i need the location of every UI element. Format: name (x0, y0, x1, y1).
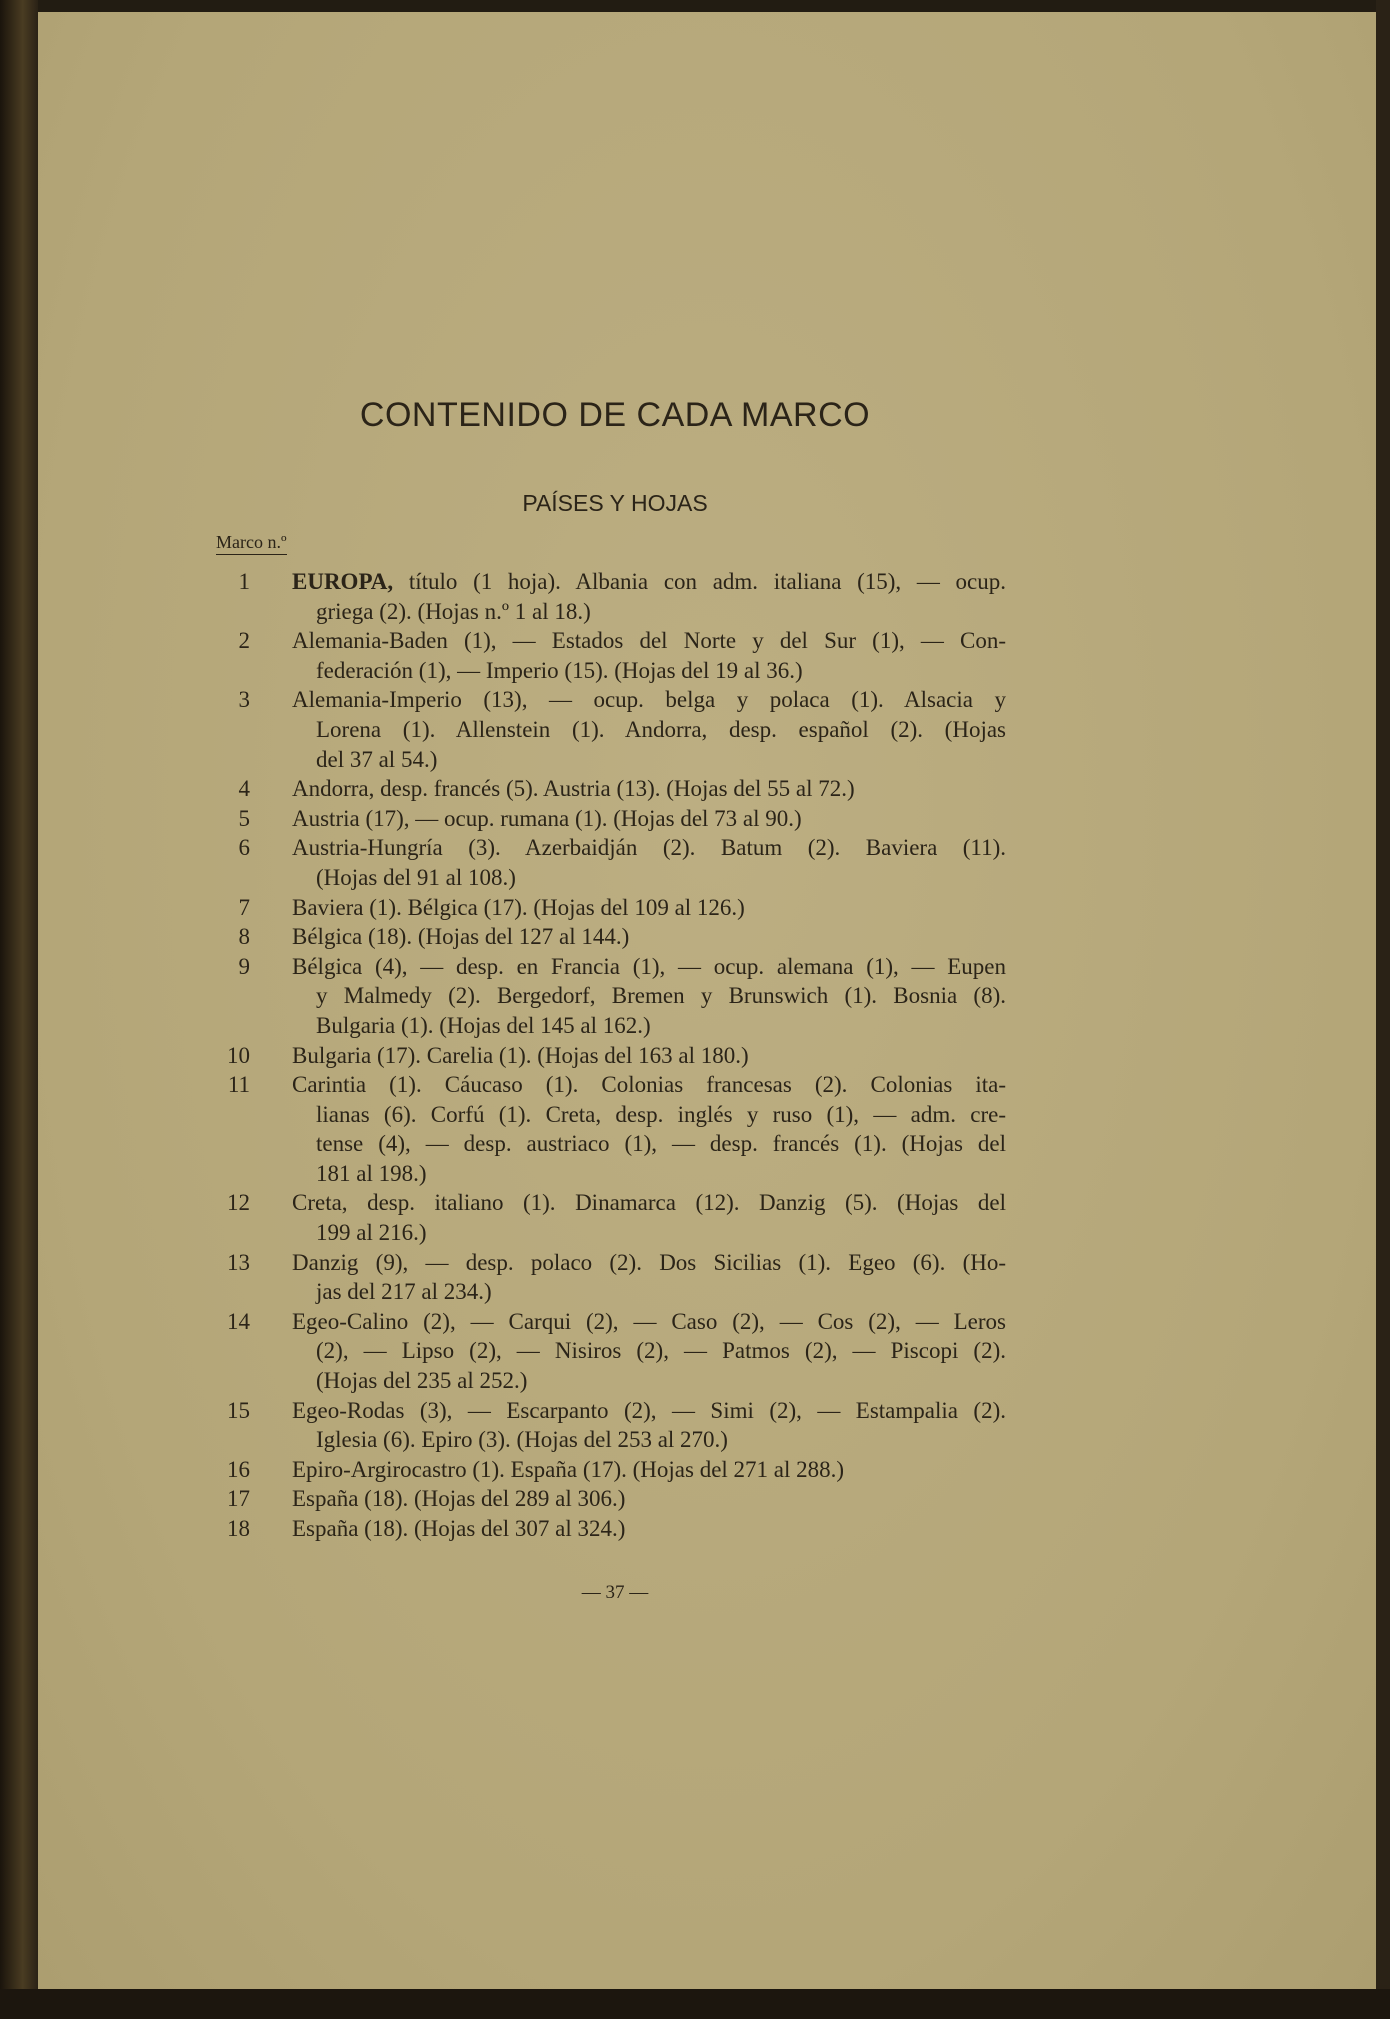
list-item (206, 1396, 1006, 1455)
entry-line: Epiro-Argirocastro (1). España (17). (Hojas del 271 al 288.) (292, 1456, 845, 1482)
marco-contents (292, 922, 1006, 952)
entry-line: Bulgaria (1). (Hojas del 145 al 162.) (316, 1012, 651, 1038)
entry-line: Austria (17), — ocup. rumana (1). (Hojas del 73 al 90.) (292, 805, 802, 831)
book-binding (0, 0, 38, 2019)
marco-number: 9 (238, 953, 250, 979)
entry-line: y Malmedy (2). Bergedorf, Bremen y Brunswich (1). Bosnia (8). (316, 983, 1006, 1009)
marco-number: 3 (238, 687, 250, 713)
marco-contents (292, 685, 1006, 774)
marco-number: 11 (227, 1072, 250, 1098)
entry-line: griega (2). (Hojas n.º 1 al 18.) (316, 598, 591, 624)
list-item (206, 1307, 1006, 1396)
list-item (206, 1484, 1006, 1514)
entry-line: Baviera (1). Bélgica (17). (Hojas del 109 al 126.) (292, 894, 745, 920)
list-item (206, 952, 1006, 1041)
entry-line: Andorra, desp. francés (5). Austria (13). (Hojas del 55 al 72.) (292, 776, 855, 802)
marco-number: 16 (227, 1456, 250, 1482)
marco-number: 4 (238, 776, 250, 802)
entry-line: Egeo-Calino (2), — Carqui (2), — Caso (2), — Cos (2), — Leros (292, 1308, 1006, 1334)
list-item (206, 1455, 1006, 1485)
entry-line: lianas (6). Corfú (1). Creta, desp. inglés y ruso (1), — adm. cre- (316, 1101, 1006, 1127)
section-subtitle: PAÍSES Y HOJAS (522, 490, 708, 516)
marco-contents (292, 1188, 1006, 1247)
entry-line: Bulgaria (17). Carelia (1). (Hojas del 163 al 180.) (292, 1042, 749, 1068)
list-item (206, 1514, 1006, 1544)
entry-line: jas del 217 al 234.) (316, 1279, 492, 1305)
page-bottom-edge (0, 1989, 1390, 2019)
marco-contents (292, 1307, 1006, 1396)
list-item (206, 922, 1006, 952)
entry-line: España (18). (Hojas del 289 al 306.) (292, 1486, 626, 1512)
entry-lead: EUROPA, (292, 569, 394, 594)
list-item (206, 1070, 1006, 1188)
list-item (206, 1041, 1006, 1071)
marco-contents (292, 626, 1006, 685)
entry-line: España (18). (Hojas del 307 al 324.) (292, 1516, 626, 1541)
entry-line: (2), — Lipso (2), — Nisiros (2), — Patmos (2), — Piscopi (2). (316, 1338, 1006, 1364)
column-header: Marco n.º (216, 532, 287, 555)
entries-list (206, 567, 1006, 1544)
marco-number: 17 (227, 1486, 250, 1512)
list-item (206, 567, 1006, 626)
entry-line: Austria-Hungría (3). Azerbaidján (2). Batum (2). Baviera (11). (292, 835, 1006, 861)
marco-contents (292, 1396, 1006, 1455)
entry-line: (Hojas del 235 al 252.) (316, 1368, 528, 1394)
marco-number: 15 (227, 1397, 250, 1423)
marco-contents (292, 1070, 1006, 1188)
marco-contents (292, 893, 1006, 923)
marco-contents (292, 952, 1006, 1041)
marco-number: 13 (227, 1249, 250, 1275)
marco-contents (292, 1041, 1006, 1071)
marco-number: 12 (227, 1190, 250, 1216)
list-item (206, 685, 1006, 774)
entry-line: Alemania-Imperio (13), — ocup. belga y polaca (1). Alsacia y (292, 687, 1006, 713)
marco-contents (292, 1514, 1006, 1544)
entry-line: Iglesia (6). Epiro (3). (Hojas del 253 al 270.) (316, 1427, 728, 1453)
marco-contents (292, 774, 1006, 804)
page-title: CONTENIDO DE CADA MARCO (359, 396, 871, 434)
marco-number: 14 (227, 1308, 250, 1334)
marco-number: 2 (238, 628, 250, 654)
list-item (206, 833, 1006, 892)
marco-number: 1 (238, 569, 250, 594)
list-item (206, 893, 1006, 923)
entry-line (292, 567, 1006, 597)
marco-number: 5 (238, 805, 250, 831)
entry-line: del 37 al 54.) (316, 746, 438, 772)
entry-line: tense (4), — desp. austriaco (1), — desp. francés (1). (Hojas del (316, 1131, 1006, 1157)
marco-number: 6 (238, 835, 250, 861)
entry-line: 199 al 216.) (316, 1220, 427, 1246)
list-item (206, 774, 1006, 804)
marco-contents (292, 804, 1006, 834)
marco-contents (292, 1248, 1006, 1307)
list-item (206, 804, 1006, 834)
page-edge (1376, 0, 1390, 2019)
list-item (206, 1188, 1006, 1247)
marco-number: 8 (238, 924, 250, 950)
entry-line: Alemania-Baden (1), — Estados del Norte y del Sur (1), — Con- (292, 628, 1006, 654)
entry-line: 181 al 198.) (316, 1160, 427, 1186)
entry-line: federación (1), — Imperio (15). (Hojas del 19 al 36.) (316, 657, 803, 683)
page-number: — 37 — (581, 1582, 649, 1603)
list-item (206, 626, 1006, 685)
marco-contents (292, 567, 1006, 626)
entry-line: Carintia (1). Cáucaso (1). Colonias francesas (2). Colonias ita- (292, 1072, 1006, 1098)
entry-line: (Hojas del 91 al 108.) (316, 864, 516, 890)
entry-line: Creta, desp. italiano (1). Dinamarca (12). Danzig (5). (Hojas del (292, 1190, 1006, 1216)
list-item (206, 1248, 1006, 1307)
marco-number: 10 (227, 1042, 250, 1068)
marco-number: 18 (227, 1516, 250, 1541)
marco-number: 7 (238, 894, 250, 920)
entry-line: Danzig (9), — desp. polaco (2). Dos Sicilias (1). Egeo (6). (Ho- (292, 1249, 1006, 1275)
marco-contents (292, 833, 1006, 892)
entry-line: Bélgica (4), — desp. en Francia (1), — ocup. alemana (1), — Eupen (292, 953, 1006, 979)
entry-line-text: título (1 hoja). Albania con adm. italiana (15), — ocup. (393, 569, 1006, 594)
marco-contents (292, 1455, 1006, 1485)
entry-line: Bélgica (18). (Hojas del 127 al 144.) (292, 924, 630, 950)
marco-contents (292, 1484, 1006, 1514)
entry-line: Lorena (1). Allenstein (1). Andorra, desp. español (2). (Hojas (316, 716, 1006, 742)
entry-line: Egeo-Rodas (3), — Escarpanto (2), — Simi (2), — Estampalia (2). (292, 1397, 1006, 1423)
